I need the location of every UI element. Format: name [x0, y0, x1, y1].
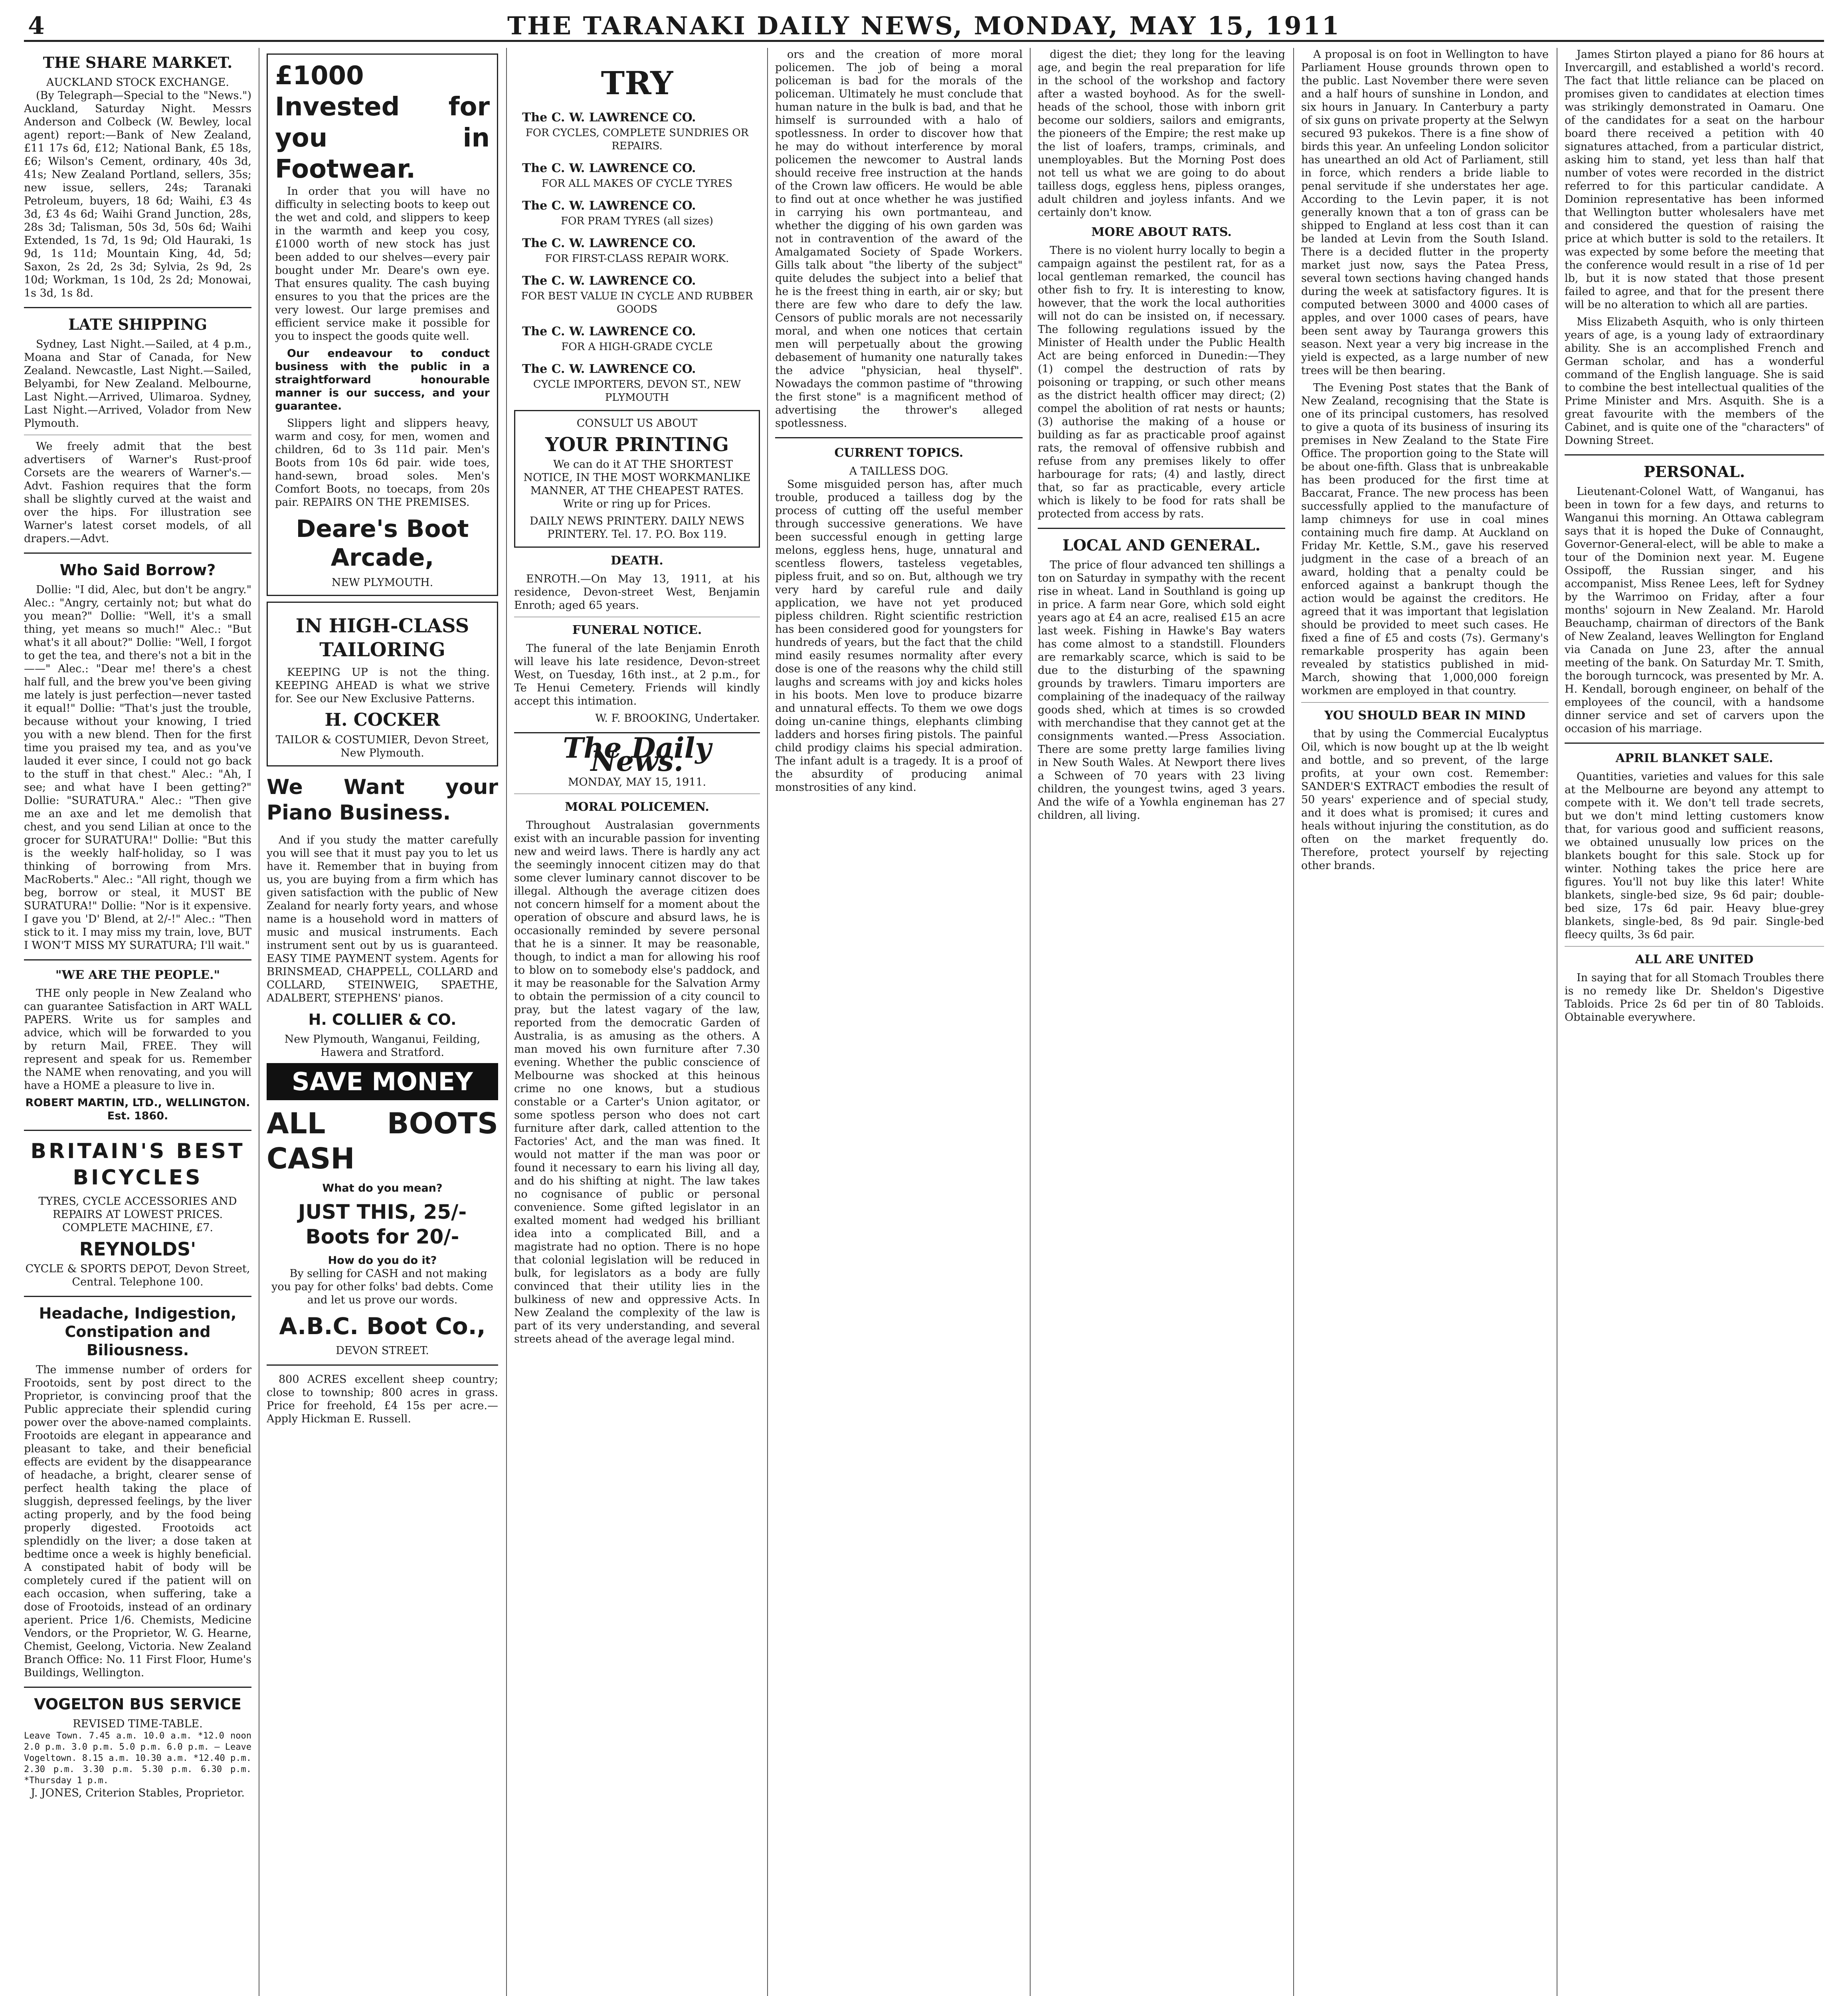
headache-title: Headache, Indigestion, Constipation and Biliousness. — [39, 1305, 237, 1359]
cocker-headline: IN HIGH-CLASS TAILORING — [295, 615, 469, 661]
lawrence-line: FOR FIRST-CLASS REPAIR WORK. — [545, 253, 729, 265]
column-6 — [1301, 48, 1549, 1996]
save-money-banner: SAVE MONEY — [267, 1063, 498, 1100]
lawrence-line: FOR ALL MAKES OF CYCLE TYRES — [541, 178, 733, 190]
tailless-dog-subtitle: A TAILLESS DOG. — [849, 465, 949, 477]
sanders-body: that by using the Commercial Eucalyptus Oil, which is now bought up at the lb weight and bottle, and so prevent, of the large profits, at your own cost. Remember: SANDER'S EXTRACT embodies the result of 50 years' experience and of special study, and it does what is promised; it cures and heals without injuring the constitution, as do often on the market frequently do. Therefore, protect yourself by rejecting other brands. — [1301, 728, 1549, 872]
divider — [1565, 946, 1824, 947]
column-rule — [1293, 48, 1294, 1996]
printing-pre: CONSULT US ABOUT — [576, 417, 698, 430]
reynolds-title: REYNOLDS' — [79, 1238, 196, 1260]
news-items-3: James Stirton played a piano for 86 hours at Invercargill, and established a world's record. The fact that little reliance can be placed on promises given to candidates at election times was strikingly demonstrated in Oamaru. One of the candidates for a seat on the harbour board there received a petition with 40 signatures attached, from a particular district, asking him to stand, yet less than half that number of votes were recorded in the district referred to for this particular candidate. A Dominion representative has been informed that Wellington butter wholesalers have met and considered the question of raising the price at which butter is sold to the retailers. It was expected by some before the meeting that the conference would result in a rise of 1d per lb, but it is now stated that those present failed to agree, and that for the present there will be no alteration to which all are parties. — [1565, 48, 1824, 311]
tailless-dog-body: Some misguided person has, after much trouble, produced a tailless dog by the process of cutting off the useful member through successive generations. We have been successful enough in getting large melons, eggless hens, huge, unnatural and scentless flowers, tasteless vegetables, pipless fruit, and so on. But, although we try very hard by careful rule and daily application, we have not yet produced pipless children. Right scientific restriction has been considered good for youngsters for hundreds of years, but the fact that the child mind easily resumes normality after every dose is one of the reasons why the child still laughs and screams with joy and kicks holes in his boots. Men love to produce bizarre and unnatural effects. To them we owe dogs doing un-canine things, elephants climbing ladders and horses firing pistols. The painful child prodigy claims his special admiration. The infant adult is a tragedy. It is a proof of the absurdity of producing animal monstrosities of any kind. — [775, 478, 1023, 794]
lawrence-name: The C. W. LAWRENCE CO. — [522, 325, 696, 339]
lawrence-line: FOR BEST VALUE IN CYCLE AND RUBBER GOODS — [521, 290, 753, 315]
borrow-body: Dollie: "I did, Alec, but don't be angry." Alec.: "Angry, certainly not; but what do you mean?" Dollie: "Well, it's a small thing, yet means so much!" Alec.: "But what's it all about?" Dollie: "Well, I forgot to get the tea, and there's not a bit in the——" Alec.: "Dear me! there's a chest half full, and the brew you've been giving me lately is just perfection—never tasted it equal!" Dollie: "That's just the trouble, because without your knowing, I tried you with a new blend. Then for the first time you praised my tea, and as you've lauded it ever since, I could not go back to the stuff in that chest." Alec.: "Ah, I see; and what have I been getting?" Dollie: "SURATURA." Alec.: "Then give me an axe and let me demolish that chest, and you send Lilian at once to the grocer for SURATURA!" Dollie: "But this is the weekly half-holiday, so I was thinking of borrowing from Mrs. MacRoberts." Alec.: "All right, though we beg, borrow or steal, it MUST BE SURATURA!" Dollie: "Nor is it expensive. I gave you 'D' Blend, at 2/-!" Alec.: "Then stick to it. I may miss my train, love, BUT I WON'T MISS MY SURATURA; I'll wait." — [24, 584, 251, 952]
editorial-date: MONDAY, MAY 15, 1911. — [568, 776, 706, 788]
local-general-body: The price of flour advanced ten shillings a ton on Saturday in sympathy with the recent rise in wheat. Land in Southland is going up in price. A farm near Gore, which sold eight years ago at £4 an acre, realised £15 an acre last week. Fishing in Hawke's Bay waters has come almost to a standstill. Flounders are remarkably scarce, which is said to be due to the disturbing of the spawning grounds by trawlers. Timaru importers are complaining of the inadequacy of the railway goods shed, which at times is so crowded with merchandise that they cannot get at the consignments wanted.—Press Association. There are some pretty large families living in New South Wales. At Newport there lives a Schween of 70 years with 23 living children, the youngest twins, aged 3 years. And the wife of a Yowhla engineman has 27 children, all living. — [1038, 559, 1285, 822]
news-items-2: The Evening Post states that the Bank of New Zealand, recognising that the State is one of its principal customers, has resolved to give a quota of its business of insuring its premises in New Zealand to the State Fire Office. The proportion going to the State will be about one-fifth. Glass that is unbreakable has been produced for the first time at Baccarat, France. The new process has been successfully applied to the manufacture of lamp chimneys for use in coal mines containing much fire damp. At Auckland on Friday Mr. Kettle, S.M., gave his reserved judgment in the case of a breach of an award, holding that a penalty could be enforced against a bankrupt though the action would be against the creditors. He agreed that it was important that legislation should be provided to meet such cases. He fixed a fine of £5 and costs (7s). Germany's remarkable prosperity has again been revealed by statistics published in mid-March, showing that 1,000,000 foreign workmen are employed in that country. — [1301, 382, 1549, 697]
divider — [24, 1687, 251, 1688]
column-rule — [506, 48, 507, 1996]
lawrence-name: The C. W. LAWRENCE CO. — [522, 274, 696, 288]
lawrence-name: The C. W. LAWRENCE CO. — [522, 236, 696, 250]
lawrence-line: FOR A HIGH-GRADE CYCLE — [561, 341, 713, 353]
shipping-title: LATE SHIPPING — [68, 315, 207, 333]
lawrence-line: FOR PRAM TYRES (all sizes) — [561, 215, 713, 227]
divider — [24, 1296, 251, 1297]
divider — [1565, 454, 1824, 455]
policemen-body: Throughout Australasian governments exist with an incurable passion for inventing new and weird laws. There is hardly any act the seemingly innocent citizen may do that some clever luminary cannot discover to be illegal. Although the average citizen does not concern himself for a moment about the operation of obscure and absurd laws, he is occasionally reminded by severe personal that he is a sinner. It may be reasonable, though, to indict a man for allowing his roof to blow on to somebody else's paddock, and it may be reasonable for the Salvation Army to obtain the permission of a city council to pray, but the latest vagary of the law, reported from the democratic Garden of Australia, is as amusing as the others. A man moved his own furniture after 7.30 evening. Whether the public conscience of Melbourne was shocked at this heinous crime no one knows, but a studious constable or a Carter's Union agitator, or some spotless person who does not cart furniture after dark, called attention to the Factories' Act, and the man was fined. It would not matter if the man was poor or found it necessary to earn his living all day, and do his shifting at night. The law takes no cognisance of public or personal convenience. Some gifted legislator in an exalted moment had wedged his brilliant idea into a complicated Bill, and a magistrate had no option. There is no hope that colonial legislation will be reduced in bulk, for legislators as a body are fully convinced that their utility lies in the bulkiness of new and oppressive Acts. In New Zealand the complexity of the law is part of its very understanding, and several streets ahead of the average legal mind. — [514, 819, 760, 1345]
reynolds-subtitle: CYCLE & SPORTS DEPOT, Devon Street, Central. Telephone 100. — [25, 1263, 250, 1288]
column-3 — [514, 48, 760, 1996]
personal-body: Lieutenant-Colonel Watt, of Wanganui, has been in town for a few days, and returns to Wanganui this morning. An Ottawa cablegram says that it is hoped the Duke of Connaught, Governor-General-elect, will be able to make a tour of the Dominion next year. M. Eugene Ossipoff, the Russian singer, and his accompanist, Miss Renee Lees, left for Sydney by the Warrimoo on Friday, after a four months' sojourn in New Zealand. Mr. Harold Beauchamp, chairman of directors of the Bank of New Zealand, leaves Wellington for England via Canada on June 23, after the annual meeting of the bank. On Saturday Mr. T. Smith, the borough turncock, was presented by Mr. A. H. Kendall, borough engineer, on behalf of the employees of the council, with a handsome dinner service and set of carvers upon the occasion of his marriage. — [1565, 485, 1824, 735]
lawrence-name: The C. W. LAWRENCE CO. — [522, 362, 696, 376]
lawrence-name: The C. W. LAWRENCE CO. — [522, 161, 696, 175]
deare-advert — [267, 53, 498, 596]
column-4 — [775, 48, 1023, 1996]
lawrence-line: CYCLE IMPORTERS, DEVON ST., NEW PLYMOUTH — [533, 378, 741, 404]
printing-advert — [514, 410, 760, 548]
column-rule — [767, 48, 768, 1996]
all-united-body: In saying that for all Stomach Troubles there is no remedy like Dr. Sheldon's Digestive Tabloids. Price 2s 6d per tin of 80 Tabloids. Obtainable everywhere. — [1565, 972, 1824, 1024]
bus-title: VOGELTON BUS SERVICE — [34, 1695, 241, 1713]
piano-headline: We Want your Piano Business. — [267, 775, 498, 825]
bus-signature: J. JONES, Criterion Stables, Proprietor. — [31, 1787, 245, 1799]
abc-offer: JUST THIS, 25/- Boots for 20/- — [298, 1200, 467, 1248]
abc-place: DEVON STREET. — [336, 1345, 429, 1357]
shipping-body: Sydney, Last Night.—Sailed, at 4 p.m., Moana and Star of Canada, for New Zealand. Newcastle, Last Night.—Sailed, Belyambi, for New Zealand. Melbourne, Last Night.—Arrived, Ulimaroa. Sydney, Last Night.—Arrived, Volador from New Plymouth. — [24, 338, 251, 430]
daily-news-nameplate: The Daily News. — [563, 731, 711, 778]
current-topics-title: CURRENT TOPICS. — [834, 446, 964, 460]
acres-advert: 800 ACRES excellent sheep country; close to township; 800 acres in grass. Price for freehold, £4 15s per acre.—Apply Hickman E. Russell. — [267, 1373, 498, 1425]
moral-continued: ors and the creation of more moral policemen. The job of being a moral policeman is bad for the morals of the policeman. Ultimately he must conclude that human nature in the bulk is bad, and that he himself is surrounded with a halo of spotlessness. In order to discover how that he may do without interference by moral policemen the newcomer to Austral lands should receive free instruction at the hands of the Crown law officers. He would be able to find out at once whether he was justified in carrying his own portmanteau, and whether the digging of his own garden was not in contravention of the award of the Amalgamated Society of Spade Workers. Gills talk about "the liberty of the subject" quite deludes the subject into a belief that he is the freest thing in earth, air or sky; but there are few who dare to defy the law. Censors of public morals are not necessarily moral, and when one notices that certain men will perpetually about the growing debasement of humanity one naturally takes the advice "physician, heal thyself". Nowadays the common pastime of "throwing the first stone" is a magnificent method of advertising the thrower's alleged spotlessness. — [775, 48, 1023, 430]
cocker-subtitle: TAILOR & COSTUMIER, Devon Street, New Plymouth. — [275, 734, 489, 759]
policemen-title: MORAL POLICEMEN. — [565, 800, 709, 814]
cocker-body: KEEPING UP is not the thing. KEEPING AHEAD is what we strive for. See our New Exclusive Patterns. — [275, 666, 490, 705]
all-united-title: ALL ARE UNITED — [1635, 952, 1754, 966]
funeral-body: The funeral of the late Benjamin Enroth will leave his late residence, Devon-street West, on Tuesday, 16th inst., at 2 p.m., for Te Henui Cemetery. Friends will kindly accept this intimation. — [514, 642, 760, 707]
abc-how: How do you do it? — [328, 1254, 437, 1267]
abc-name: A.B.C. Boot Co., — [279, 1313, 486, 1340]
personal-title: PERSONAL. — [1644, 463, 1745, 481]
printing-body: We can do it AT THE SHORTEST NOTICE, IN THE MOST WORKMANLIKE MANNER, AT THE CHEAPEST RATES. Write or ring up for Prices. — [523, 458, 751, 510]
printing-title: YOUR PRINTING — [545, 434, 729, 456]
share-market-subtitle: AUCKLAND STOCK EXCHANGE. — [46, 76, 230, 89]
divider — [24, 307, 251, 308]
funeral-signature: W. F. BROOKING, Undertaker. — [595, 712, 760, 725]
britains-best-title: BRITAIN'S BEST BICYCLES — [30, 1139, 245, 1190]
rats-body: There is no violent hurry locally to begin a campaign against the pestilent rat, for as a local gentleman remarked, the council has other fish to fry. It is interesting to know, however, that the work the local authorities will not do can be insisted on, if necessary. The following regulations issued by the Minister of Health under the Public Health Act are being enforced in Dunedin:—They (1) compel the destruction of rats by poisoning or trapping, or such other means as the district health officer may direct; (2) compel the abolition of rat nests or haunts; (3) authorise the making of a house or building as far as practicable proof against rats, the removal of offensive rubbish and refuse from any premises likely to offer harbourage for rats; (4) and lastly, direct that, so far as practicable, every article which is likely to be food for rats shall be protected from access by rats. — [1038, 244, 1285, 520]
lawrence-name: The C. W. LAWRENCE CO. — [522, 199, 696, 213]
abc-headline: ALL BOOTS CASH — [267, 1107, 498, 1175]
divider — [1565, 743, 1824, 744]
bus-subtitle: REVISED TIME-TABLE. — [73, 1718, 203, 1730]
column-2 — [267, 48, 498, 1996]
printing-signature: DAILY NEWS PRINTERY. DAILY NEWS PRINTERY. Tel. 17. P.O. Box 119. — [529, 515, 745, 541]
blanket-sale-body: Quantities, varieties and values for this sale at the Melbourne are beyond any attempt to compete with it. We don't tell trade secrets, but we don't mind letting customers know that, for various good and sufficient reasons, we obtained unusually low prices on the blankets bought for this sale. Stock up for winter. Nothing takes the price here are figures. You'll not buy like this later! White blankets, single-bed size, 9s 6d pair; double-bed size, 17s 6d pair. Heavy blue-grey blankets, single-bed, 8s 9d pair. Single-bed fleecy quilts, 3s 6d pair. — [1565, 770, 1824, 941]
rats-title: MORE ABOUT RATS. — [1091, 225, 1232, 239]
collier-subtitle: New Plymouth, Wanganui, Feilding, Hawera and Stratford. — [284, 1033, 481, 1059]
sanders-title: YOU SHOULD BEAR IN MIND — [1324, 709, 1525, 723]
bicycle-advert: TYRES, CYCLE ACCESSORIES AND REPAIRS AT LOWEST PRICES. COMPLETE MACHINE, £7. — [38, 1195, 237, 1234]
local-general-title: LOCAL AND GENERAL. — [1062, 536, 1261, 554]
lawrence-advert — [514, 111, 760, 404]
share-market-title: THE SHARE MARKET. — [43, 53, 233, 71]
asquith-item: Miss Elizabeth Asquith, who is only thirteen years of age, is a young lady of extraordinary ability. She is an accomplished French and German scholar, and has a wonderful command of the English language. She is said to combine the best intellectual qualities of the Prime Minister and Mrs. Asquith. She is a great favourite with the members of the Cabinet, and is quite one of the "characters" of Downing Street. — [1565, 316, 1824, 447]
column-7 — [1565, 48, 1824, 1996]
collier-name: H. COLLIER & CO. — [308, 1011, 457, 1028]
death-body: ENROTH.—On May 13, 1911, at his residence, Devon-street West, Benjamin Enroth; aged 65 years. — [514, 573, 760, 612]
column-1 — [24, 48, 251, 1996]
news-items-1: A proposal is on foot in Wellington to have Parliament House grounds thrown open to the public. Last November there were seven and a half hours of sunshine in London, and six hours in January. In Canterbury a party of six guns on private property at the Selwyn secured 93 pukekos. There is a fine show of birds this year. An unfeeling London solicitor has unearthed an old Act of Parliament, still in force, which renders a bride liable to penal servitude if she understates her age. According to the Levin paper, it is not generally known that a ton of grass can be shipped to England at less cost than it can be landed at Levin from the South Island. There is a decided flutter in the property market just now, says the Patea Press, several town sections having changed hands during the week at satisfactory figures. It is computed between 3000 and 4000 cases of apples, and over 1000 cases of pears, have been sent away by Tauranga growers this season. Next year a very big increase in the yield is expected, as a large number of new trees will be then bearing. — [1301, 48, 1549, 377]
divider — [24, 552, 251, 554]
divider — [775, 437, 1023, 438]
death-title: DEATH. — [611, 554, 663, 568]
blanket-sale-title: APRIL BLANKET SALE. — [1615, 751, 1773, 765]
share-market-body: (By Telegraph—Special to the "News.") Auckland, Saturday Night. Messrs Anderson and Colbeck (W. Bewley, local agent) report:—Bank of New Zealand, £11 17s 6d, £12; National Bank, £5 18s, £6; Wilson's Cement, ordinary, 40s 3d, 41s; New Zealand Portland, sellers, 35s; new issue, sellers, 24s; Taranaki Petroleum, buyers, 18 6d; Waihi, £3 4s 3d, £3 4s 6d; Waihi Grand Junction, 28s, 28s 3d; Talisman, 50s 3d, 50s 6d; Waihi Extended, 1s 7d, 1s 9d; Old Hauraki, 1s 9d, 1s 11d; Mountain King, 4d, 5d; Saxon, 2s 2d, 2s 3d; Sylvia, 2s 9d, 2s 10d; Workman, 1s 10d, 2s 2d; Monowai, 1s 3d, 1s 8d. — [24, 89, 251, 299]
divider — [24, 959, 251, 960]
people-body: THE only people in New Zealand who can guarantee Satisfaction in ART WALL PAPERS. Write us for samples and advice, which will be forwarded to you by return Mail, FREE. They will represent and speak for us. Remember the NAME when renovating, and you will have a HOME a pleasure to live in. — [24, 987, 251, 1092]
divider — [267, 1364, 498, 1366]
divider — [1038, 528, 1285, 529]
funeral-title: FUNERAL NOTICE. — [572, 623, 702, 637]
lawrence-name: The C. W. LAWRENCE CO. — [522, 111, 696, 125]
deare-headline: £1000 Invested for you in Footwear. — [275, 61, 490, 184]
deare-shop-name: Deare's Boot Arcade, — [296, 515, 469, 572]
piano-body: And if you study the matter carefully you will see that it must pay you to let us have it. Remember that in buying from us, you are buying from a firm which has given satisfaction with the public of New Zealand for nearly forty years, and whose name is a household word in matters of music and musical instruments. Each instrument sent out by us is guaranteed. EASY TIME PAYMENT system. Agents for BRINSMEAD, CHAPPELL, COLLARD and COLLARD, STEINWEIG, SPAETHE, ADALBERT, STEPHENS' pianos. — [267, 834, 498, 1004]
cocker-name: H. COCKER — [324, 710, 440, 730]
deare-body: In order that you will have no difficulty in selecting boots to keep out the wet and cold, and slippers to keep in the warmth and keep you cosy, £1000 worth of new stock has just been added to our shelves—every pair bought under Mr. Deare's own eye. That ensures quality. The cash buying ensures to you that the prices are the very lowest. Our large premises and efficient service make it possible for you to inspect the goods quite well. — [275, 185, 490, 343]
masthead-title: THE TARANAKI DAILY NEWS, MONDAY, MAY 15, 1911 — [507, 11, 1341, 40]
topics-continued: digest the diet; they long for the leaving age, and begin the real preparation for life in the school of the workshop and factory after a wasted boyhood. As for the swell-heads of the school, those with inborn grit become our soldiers, sailors and emigrants, the pioneers of the Empire; the rest make up the list of loafers, tramps, criminals, and unemployables. But the Morning Post does not tell us what we are going to do about tailless dogs, eggless hens, pipless oranges, adult children and joyless infants. And we certainly don't know. — [1038, 48, 1285, 219]
borrow-title: Who Said Borrow? — [59, 561, 216, 579]
lawrence-line: FOR CYCLES, COMPLETE SUNDRIES OR REPAIRS. — [525, 127, 749, 152]
deare-place: NEW PLYMOUTH. — [331, 576, 433, 589]
divider — [1301, 702, 1549, 703]
deare-guarantee: Our endeavour to conduct business with the public in a straightforward honourable manner is our success, and your guarantee. — [275, 347, 490, 412]
page-number: 4 — [28, 12, 45, 40]
deare-prices: Slippers light and slippers heavy, warm and cosy, for men, women and children, 6d to 3s 11d pair. Men's Boots from 10s 6d pair. wide toes, hand-sewn, broad soles. Men's Comfort Boots, no toecaps, from 20s pair. REPAIRS ON THE PREMISES. — [275, 417, 490, 509]
people-signature: ROBERT MARTIN, LTD., WELLINGTON. Est. 1860. — [25, 1097, 250, 1122]
warner-advert: We freely admit that the best advertisers of Warner's Rust-proof Corsets are the wearers of Warner's.—Advt. Fashion requires that the form shall be slightly curved at the waist and over the hips. For illustration see Warner's latest corset models, of all drapers.—Advt. — [24, 440, 251, 545]
abc-question: What do you mean? — [322, 1182, 443, 1194]
column-5 — [1038, 48, 1285, 1996]
people-title: "WE ARE THE PEOPLE." — [55, 968, 220, 982]
divider — [24, 1130, 251, 1131]
masthead — [24, 8, 1824, 42]
column-rule — [1030, 48, 1031, 1996]
try-headline: TRY — [601, 64, 673, 102]
bus-timetable: Leave Town. 7.45 a.m. 10.0 a.m. *12.0 noon 2.0 p.m. 3.0 p.m. 5.0 p.m. 6.0 p.m. — Leave Vogeltown. 8.15 a.m. 10.30 a.m. *12.40 p.m. 2.30 p.m. 3.30 p.m. 5.30 p.m. 6.30 p.m. *Thursday 1 p.m. — [24, 1731, 251, 1786]
headache-body: The immense number of orders for Frootoids, sent by post direct to the Proprietor, is convincing proof that the Public appreciate their splendid curing power over the above-named complaints. Frootoids are elegant in appearance and pleasant to take, and their beneficial effects are evident by the disappearance of headache, a bright, clearer sense of perfect health taking the place of sluggish, depressed feelings, by the liver acting properly, and by the food being properly digested. Frootoids act splendidly on the liver; a dose taken at bedtime once a week is highly beneficial. A constipated habit of body will be completely cured if the patient will on each occasion, when suffering, take a dose of Frootoids, instead of an ordinary aperient. Price 1/6. Chemists, Medicine Vendors, or the Proprietor, W. G. Hearne, Chemist, Geelong, Victoria. New Zealand Branch Office: No. 11 First Floor, Hume's Buildings, Wellington. — [24, 1364, 251, 1679]
cocker-advert — [267, 602, 498, 766]
abc-body: By selling for CASH and not making you pay for other folks' bad debts. Come and let us prove our words. — [271, 1267, 493, 1306]
